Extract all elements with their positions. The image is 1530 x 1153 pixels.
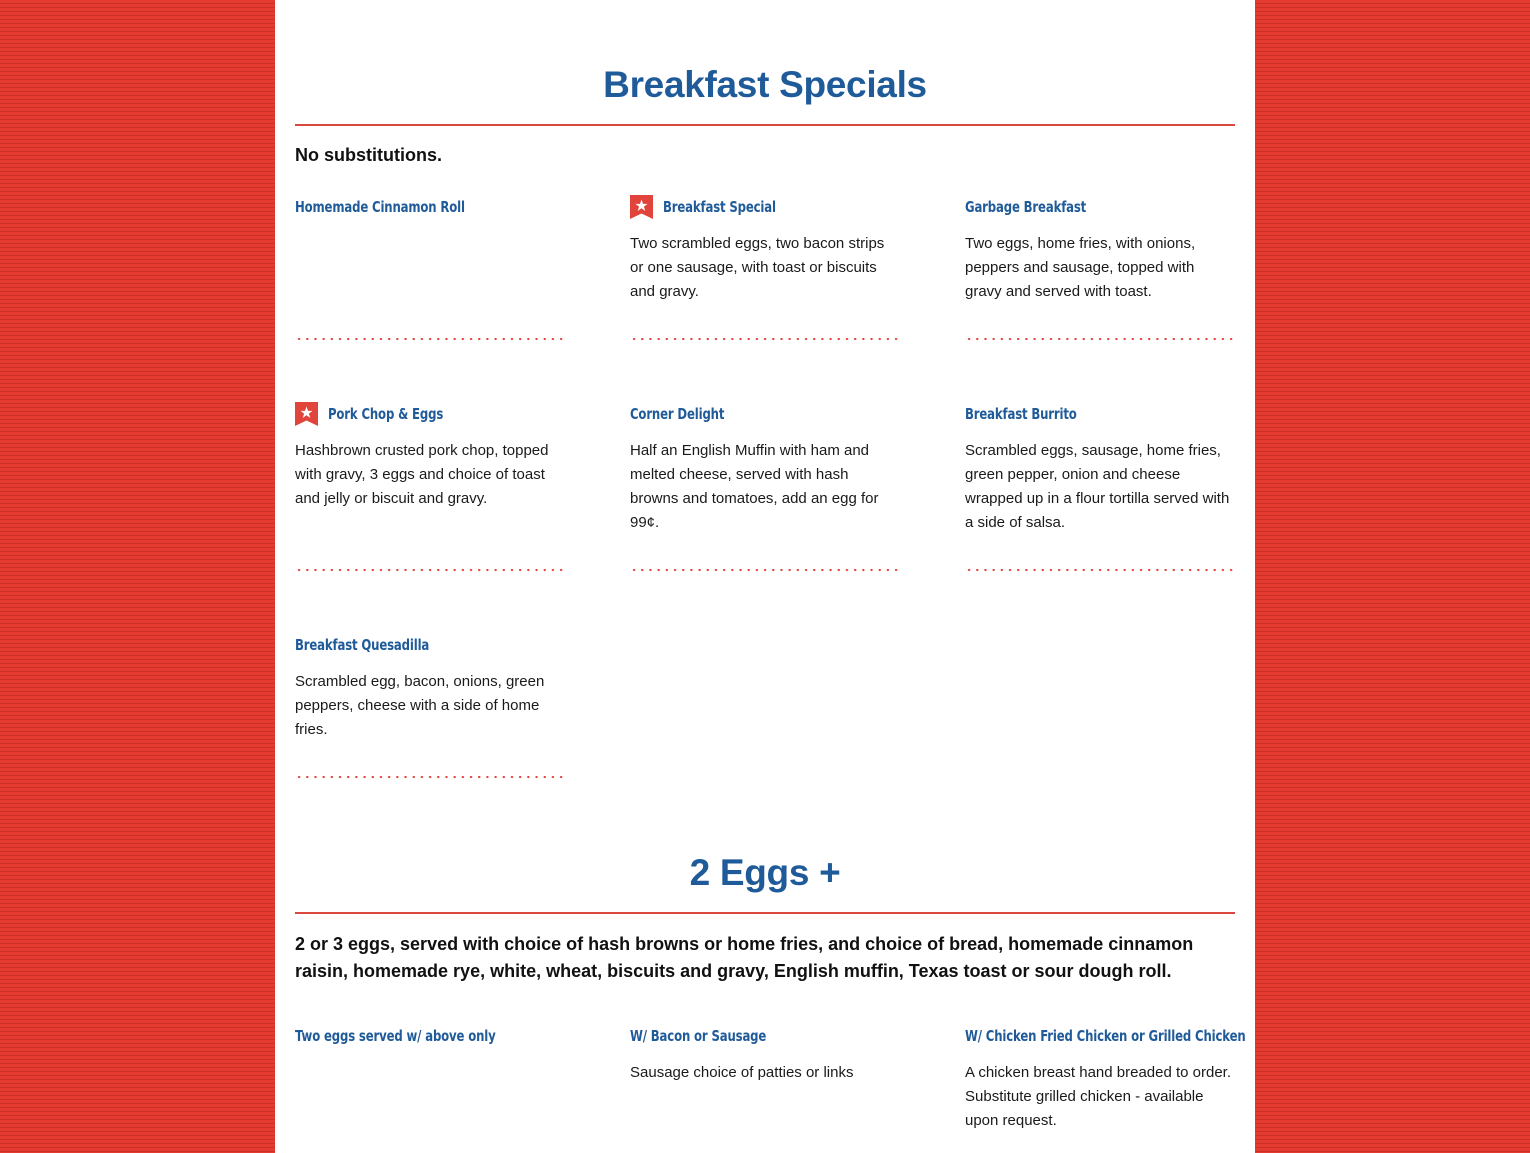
menu-item-name: Homemade Cinnamon Roll xyxy=(295,198,465,216)
star-badge-icon xyxy=(630,195,653,219)
menu-item-header xyxy=(295,402,565,426)
menu-item-header xyxy=(295,1024,565,1048)
menu-row xyxy=(295,1024,1246,1133)
menu-item-header xyxy=(630,402,900,426)
section-divider xyxy=(295,912,1235,914)
menu-item-name: Pork Chop & Eggs xyxy=(328,405,444,423)
menu-row xyxy=(295,402,1235,580)
menu-item-description: Two eggs, home fries, with onions, peppers and sausage, topped with gravy and served with toast. xyxy=(965,235,1196,300)
section-divider xyxy=(295,124,1235,126)
menu-item xyxy=(295,195,565,349)
section-note: No substitutions. xyxy=(295,145,442,165)
menu-item xyxy=(295,1024,565,1133)
menu-item-description: Scrambled egg, bacon, onions, green peppers, cheese with a side of home fries. xyxy=(295,673,545,738)
menu-item-header xyxy=(295,195,565,219)
dotted-separator xyxy=(295,568,565,572)
menu-item-name: W/ Bacon or Sausage xyxy=(630,1027,767,1045)
menu-item-name: W/ Chicken Fried Chicken or Grilled Chicken xyxy=(965,1027,1246,1045)
menu-item-header xyxy=(965,402,1235,426)
menu-item-name: Two eggs served w/ above only xyxy=(295,1027,496,1045)
section-note: 2 or 3 eggs, served with choice of hash browns or home fries, and choice of bread, homemade cinnamon raisin, homemade rye, white, wheat, biscuits and gravy, English muffin, Texas toast or sour dough roll. xyxy=(295,934,1194,981)
menu-item-header xyxy=(965,195,1235,219)
menu-row xyxy=(295,195,1235,349)
menu-item-name: Garbage Breakfast xyxy=(965,198,1087,216)
menu-content xyxy=(275,0,1255,1133)
breakfast-specials-section xyxy=(295,0,1235,787)
dotted-separator xyxy=(630,337,900,341)
star-badge-icon xyxy=(295,402,318,426)
menu-item-name: Breakfast Burrito xyxy=(965,405,1077,423)
menu-item xyxy=(965,1024,1246,1133)
menu-item-name: Breakfast Special xyxy=(663,198,776,216)
menu-row xyxy=(295,633,1235,787)
menu-item-description: Half an English Muffin with ham and melted cheese, served with hash browns and tomatoes, add an egg for 99¢. xyxy=(630,442,879,531)
menu-item-description: Sausage choice of patties or links xyxy=(630,1064,854,1081)
menu-item-description: Hashbrown crusted pork chop, topped with gravy, 3 eggs and choice of toast and jelly or biscuit and gravy. xyxy=(295,442,549,507)
menu-page xyxy=(275,0,1255,1153)
dotted-separator xyxy=(295,337,565,341)
menu-item-description: Scrambled eggs, sausage, home fries, green pepper, onion and cheese wrapped up in a flour tortilla served with a side of salsa. xyxy=(965,442,1230,531)
menu-item xyxy=(630,1024,900,1133)
menu-item xyxy=(295,402,565,580)
section-title: Breakfast Specials xyxy=(603,64,927,105)
menu-item xyxy=(965,195,1235,349)
menu-item xyxy=(630,402,900,580)
dotted-separator xyxy=(965,337,1235,341)
dotted-separator xyxy=(295,775,565,779)
menu-item-header xyxy=(630,195,900,219)
menu-item-header xyxy=(630,1024,900,1048)
menu-item xyxy=(295,633,565,787)
menu-item xyxy=(630,195,900,349)
menu-item-header xyxy=(295,633,565,657)
dotted-separator xyxy=(965,568,1235,572)
menu-item xyxy=(965,402,1235,580)
menu-item-name: Breakfast Quesadilla xyxy=(295,636,430,654)
menu-item-name: Corner Delight xyxy=(630,405,725,423)
menu-item-header xyxy=(965,1024,1246,1048)
menu-item-description: A chicken breast hand breaded to order. Substitute grilled chicken - available upon request. xyxy=(965,1064,1232,1129)
two-eggs-section xyxy=(295,852,1246,1133)
menu-item-description: Two scrambled eggs, two bacon strips or one sausage, with toast or biscuits and gravy. xyxy=(630,235,885,300)
dotted-separator xyxy=(630,568,900,572)
section-title: 2 Eggs + xyxy=(689,852,841,893)
